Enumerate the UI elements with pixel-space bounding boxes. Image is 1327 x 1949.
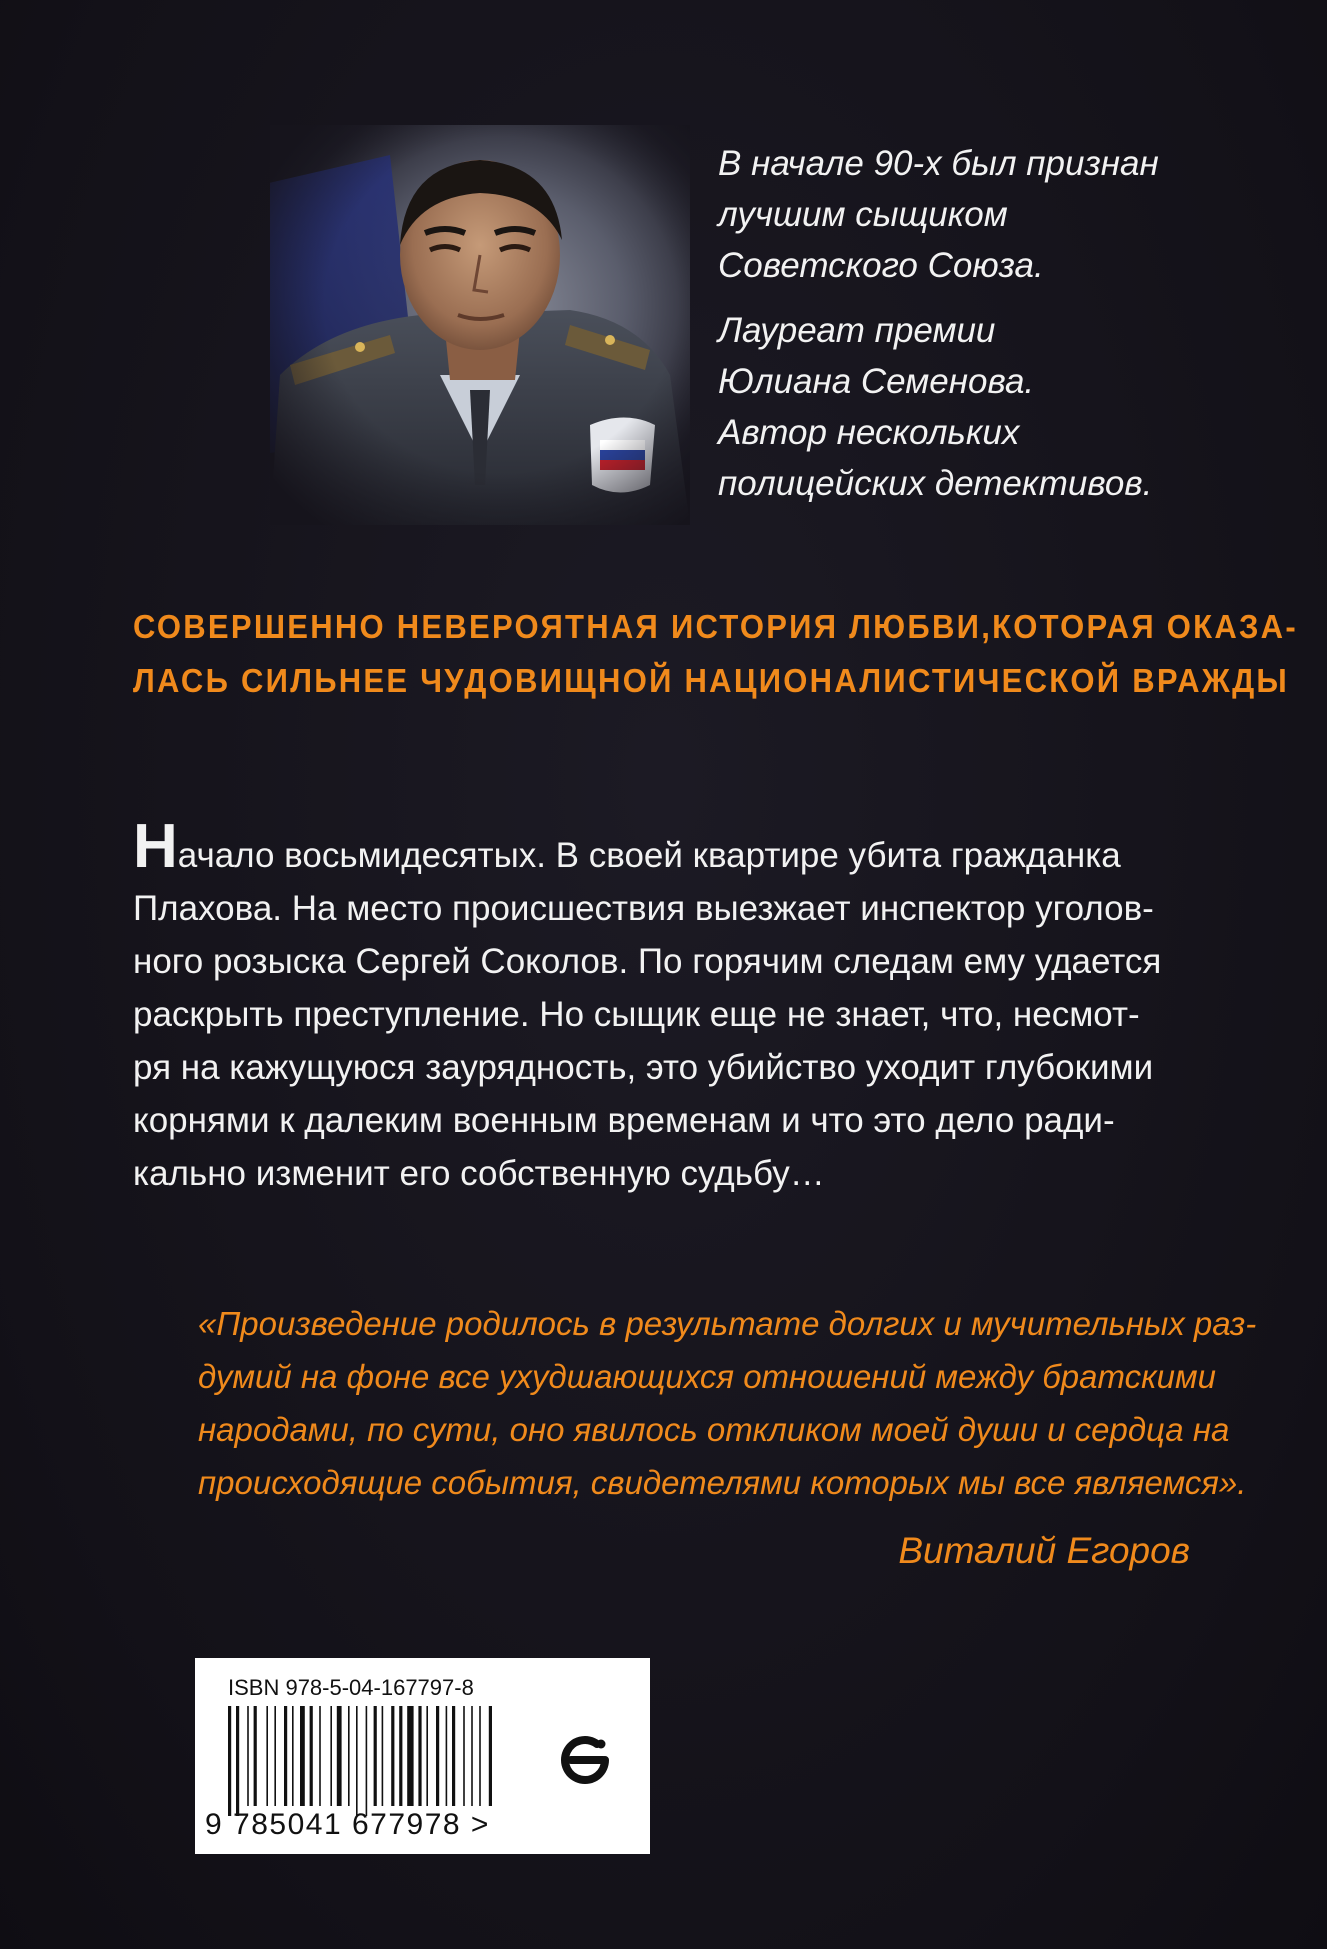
quote-line: народами, по сути, оно явилось откликом моей души и сердца на	[198, 1411, 1230, 1448]
bio-line: лучшим сыщиком	[718, 195, 1008, 234]
annotation-first-line-text: ачало восьмидесятых. В своей квартире убита гражданка	[177, 836, 1121, 875]
book-annotation	[133, 812, 1233, 1200]
author-quote	[198, 1297, 1258, 1509]
barcode-bar	[452, 1706, 455, 1806]
barcode-bar	[228, 1706, 231, 1816]
drop-cap: Н	[133, 812, 178, 881]
tagline	[133, 600, 1298, 708]
barcode-bar	[356, 1706, 358, 1816]
barcode-bar	[436, 1706, 439, 1806]
bio-line: В начале 90-х был признан	[718, 144, 1159, 183]
annotation-line: ного розыска Сергей Соколов. По горячим следам ему удается	[133, 942, 1162, 981]
annotation-line: кально изменит его собственную судьбу…	[133, 1154, 825, 1193]
quote-line: происходящие события, свидетелями которых мы все являемся».	[198, 1464, 1247, 1501]
bio-line: полицейских детективов.	[718, 464, 1153, 503]
barcode-bar	[337, 1706, 342, 1806]
barcode-bar	[330, 1706, 332, 1806]
barcode-panel	[195, 1658, 650, 1854]
barcode-bar	[489, 1706, 492, 1806]
barcode-bar	[426, 1706, 428, 1806]
bio-line: Лауреат премии	[718, 311, 996, 350]
barcode-bar	[418, 1706, 421, 1806]
barcode-bar	[300, 1706, 305, 1806]
barcode-bar	[284, 1706, 287, 1806]
isbn-label: ISBN 978-5-04-167797-8	[228, 1675, 474, 1700]
bio-line: Советского Союза.	[718, 246, 1044, 285]
author-photo	[270, 125, 690, 525]
barcode-bar	[407, 1706, 413, 1806]
barcode-digits: 9 785041 677978 >	[205, 1808, 490, 1841]
author-bio	[718, 138, 1278, 523]
bio-line: Автор нескольких	[718, 413, 1020, 452]
quote-line: «Произведение родилось в результате долгих и мучительных раз-	[198, 1305, 1257, 1342]
barcode-bar	[374, 1706, 377, 1806]
barcode-bar	[292, 1706, 294, 1806]
barcode-bar	[471, 1706, 473, 1806]
bio-line: Юлиана Семенова.	[718, 362, 1035, 401]
bio-paragraph-recognition	[718, 138, 1278, 291]
barcode-bar	[479, 1706, 481, 1806]
barcode-bar	[348, 1706, 350, 1806]
barcode-bars	[228, 1706, 528, 1816]
barcode-bar	[319, 1706, 321, 1806]
annotation-line: корнями к далеким военным временам и что это дело ради-	[133, 1101, 1115, 1140]
quote-author: Виталий Егоров	[898, 1530, 1190, 1571]
annotation-line: ря на кажущуюся заурядность, это убийство уходит глубокими	[133, 1048, 1154, 1087]
barcode-bar	[247, 1706, 249, 1806]
annotation-line	[133, 812, 1233, 882]
barcode-bar	[463, 1706, 465, 1806]
barcode-bar	[266, 1706, 268, 1806]
barcode-bar	[446, 1706, 448, 1806]
barcode-bar	[382, 1706, 384, 1806]
barcode-bar	[254, 1706, 257, 1806]
annotation-line: Плахова. На место происшествия выезжает инспектор уголов-	[133, 889, 1154, 928]
quote-line: думий на фоне все ухудшающихся отношений между братскими	[198, 1358, 1216, 1395]
eksmo-logo-icon	[557, 1730, 617, 1790]
tagline-line: ЛАСЬ СИЛЬНЕЕ ЧУДОВИЩНОЙ НАЦИОНАЛИСТИЧЕСКОЙ ВРАЖДЫ	[133, 662, 1290, 699]
barcode-bar	[391, 1706, 394, 1806]
barcode-bar	[236, 1706, 239, 1816]
barcode-bar	[399, 1706, 402, 1806]
barcode-bar	[310, 1706, 313, 1806]
bio-paragraph-awards	[718, 305, 1278, 509]
tagline-line: СОВЕРШЕННО НЕВЕРОЯТНАЯ ИСТОРИЯ ЛЮБВИ,КОТОРАЯ ОКАЗА-	[133, 608, 1298, 645]
annotation-line: раскрыть преступление. Но сыщик еще не знает, что, несмот-	[133, 995, 1140, 1034]
barcode-bar	[274, 1706, 276, 1806]
barcode-bar	[366, 1706, 368, 1816]
